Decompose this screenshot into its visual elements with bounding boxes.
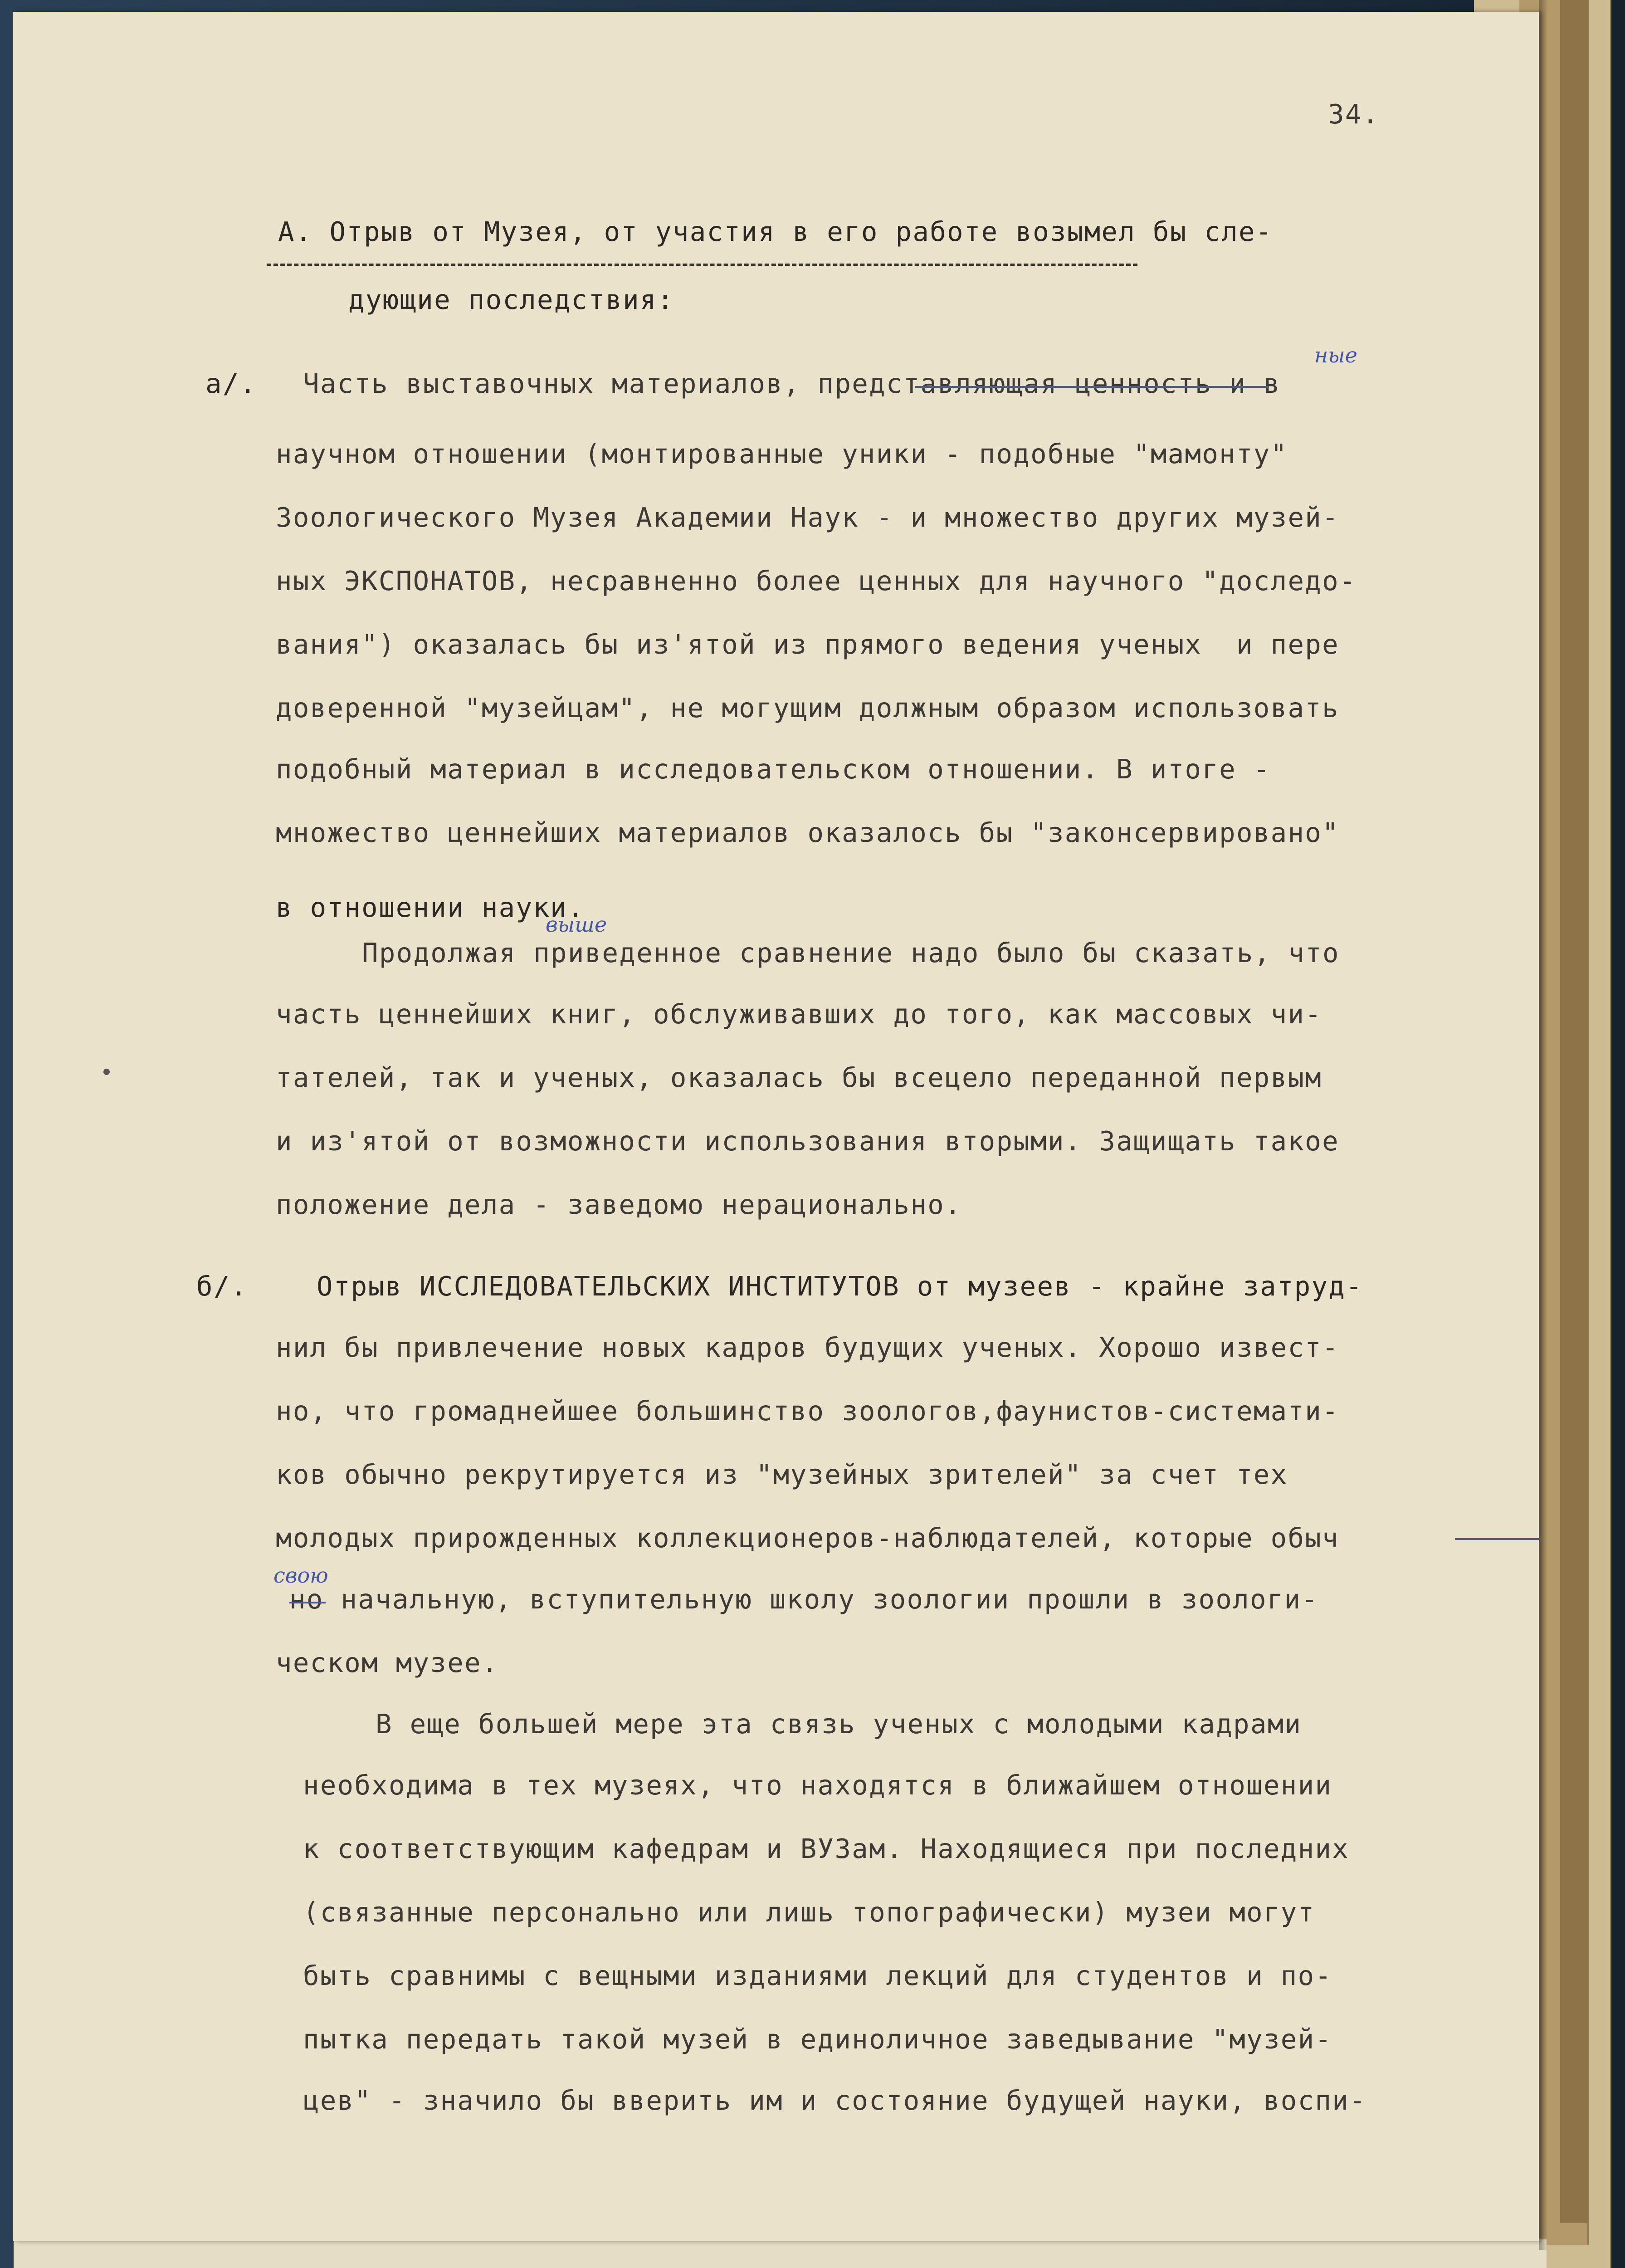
section-b-line: но начальную, вступительную школу зоологии прошли в зоологи- — [289, 1584, 1319, 1615]
section-a-paragraph2-line: и из'ятой от возможности использования вторыми. Защищать такое — [276, 1125, 1339, 1157]
section-b-paragraph2-line: к соответствующим кафедрам и ВУЗам. Находящиеся при последних — [303, 1833, 1350, 1864]
section-b-paragraph2-line: В еще большей мере эта связь ученых с молодыми кадрами — [376, 1708, 1302, 1740]
section-b-paragraph2-line: цев" - значило бы вверить им и состояние будущей науки, воспи- — [303, 2085, 1366, 2116]
strikethrough-mark — [1455, 1538, 1541, 1540]
section-b-line: но, что громаднейшее большинство зоологов,фаунистов-системати- — [276, 1395, 1339, 1427]
section-b-line: ческом музее. — [276, 1647, 499, 1678]
page-number: 34. — [1328, 98, 1380, 130]
section-a-line: множество ценнейших материалов оказалось бы "законсервировано" — [276, 817, 1339, 848]
section-a-line: подобный материал в исследовательском отношении. В итоге - — [276, 753, 1271, 785]
section-a-paragraph2-line: Продолжая приведенное сравнение надо было бы сказать, что — [362, 937, 1340, 968]
section-b-paragraph2-line: (связанные персонально или лишь топографически) музеи могут — [303, 1897, 1315, 1928]
heading-line-2: дующие последствия: — [348, 284, 674, 315]
section-a-line: вания") оказалась бы из'ятой из прямого ведения ученых и пере — [276, 629, 1339, 660]
handwritten-correction: свою — [273, 1563, 328, 1588]
section-a-paragraph2-line: положение дела - заведомо нерационально. — [276, 1189, 962, 1220]
strikethrough-mark — [915, 386, 1269, 388]
section-b-line: нил бы привлечение новых кадров будущих ученых. Хорошо извест- — [276, 1332, 1339, 1363]
pencil-mark — [103, 1069, 110, 1075]
section-a-line: Часть выставочных материалов, представляющая ценность и в — [303, 368, 1281, 399]
heading-line-1: А. Отрыв от Музея, от участия в его работе возымел бы сле- — [278, 216, 1273, 247]
section-b-line: Отрыв ИССЛЕДОВАТЕЛЬСКИХ ИНСТИТУТОВ от музеев - крайне затруд- — [317, 1271, 1363, 1302]
section-b-paragraph2-line: быть сравнимы с вещными изданиями лекций для студентов и по- — [303, 1960, 1332, 1991]
section-b-marker: б/. — [196, 1271, 248, 1302]
handwritten-correction: ные — [1314, 343, 1357, 367]
section-b-paragraph2-line: пытка передать такой музей в единоличное заведывание "музей- — [303, 2024, 1332, 2055]
section-a-line: доверенной "музейцам", не могущим должным образом использовать — [276, 692, 1339, 723]
typewritten-page — [13, 12, 1539, 2241]
section-a-line: ных ЭКСПОНАТОВ, несравненно более ценных для научного "доследо- — [276, 565, 1357, 596]
strikethrough-mark — [289, 1602, 326, 1603]
section-b-line: ков обычно рекрутируется из "музейных зрителей" за счет тех — [276, 1459, 1288, 1490]
background-sheet — [1560, 0, 1589, 2223]
section-a-line: Зоологического Музея Академии Наук - и множество других музей- — [276, 502, 1339, 533]
heading-underline — [267, 264, 1137, 266]
section-a-marker: а/. — [205, 368, 257, 399]
lower-sheet-edge — [14, 2239, 1547, 2268]
section-a-line: научном отношении (монтированные уники - подобные "мамонту" — [276, 438, 1288, 469]
section-a-paragraph2-line: часть ценнейших книг, обслуживавших до того, как массовых чи- — [276, 998, 1322, 1030]
handwritten-correction: выше — [546, 912, 607, 937]
page-edge-shadow — [1539, 0, 1548, 2250]
section-a-line: в отношении науки. — [276, 892, 585, 923]
section-a-paragraph2-line: тателей, так и ученых, оказалась бы всецело переданной первым — [276, 1062, 1322, 1093]
section-b-line: молодых прирожденных коллекционеров-наблюдателей, которые обыч — [276, 1522, 1339, 1554]
section-b-paragraph2-line: необходима в тех музеях, что находятся в ближайшем отношении — [303, 1769, 1332, 1801]
